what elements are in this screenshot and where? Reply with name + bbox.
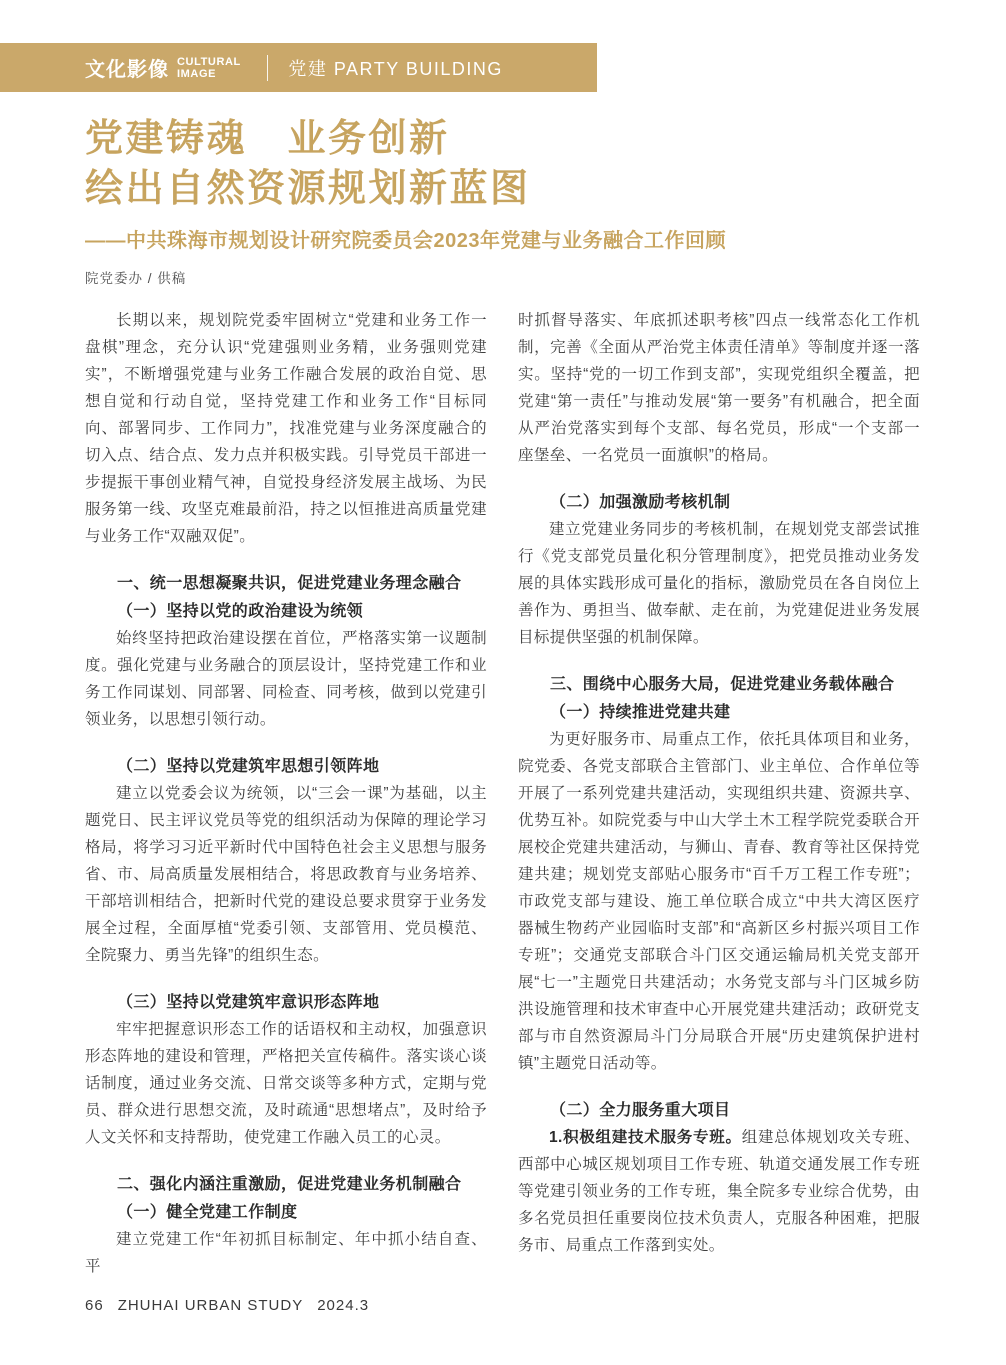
- subsection-heading: （二）坚持以党建筑牢思想引领阵地: [117, 758, 380, 775]
- article-header: [85, 114, 920, 287]
- banner-en-line1: CULTURAL: [177, 55, 241, 68]
- issue-label: 2024.3: [317, 1297, 370, 1314]
- body-paragraph: 建立党建业务同步的考核机制，在规划党支部尝试推行《党支部党员量化积分管理制度》，把党员推动业务发展的具体实践形成可量化的指标，激励党员在各自岗位上善作为、勇担当、做奉献、走在前，为党建促进业务发展目标提供坚强的机制保障。: [518, 521, 920, 646]
- subsection-heading: （一）健全党建工作制度: [117, 1204, 298, 1221]
- paragraph-text: 组建总体规划攻关专班、西部中心城区规划项目工作专班、轨道交通发展工作专班等党建引领业务的工作专班，集全院多专业综合优势，由多名党员担任重要岗位技术负责人，克服各种困难，把服务市、局重点工作落到实处。: [518, 1129, 920, 1254]
- body-paragraph: 建立党建工作“年初抓目标制定、年中抓小结自查、平: [85, 1231, 487, 1275]
- page-footer: [85, 1297, 369, 1314]
- section-heading: 一、统一思想凝聚共识，促进党建业务理念融合: [117, 575, 462, 592]
- body-paragraph-continuation: 时抓督导落实、年底抓述职考核”四点一线常态化工作机制，完善《全面从严治党主体责任清单》等制度并逐一落实。坚持“党的一切工作到支部”，实现党组织全覆盖，把党建“第一责任”与推动发展“第一要务”有机融合，把全面从严治党落实到每个支部、每名党员，形成“一个支部一座堡垒、一名党员一面旗帜”的格局。: [518, 312, 920, 464]
- article-title-line1: 党建铸魂 业务创新: [85, 118, 450, 160]
- paragraph-lead: 1.积极组建技术服务专班。: [549, 1129, 742, 1146]
- banner-section-title-cn: 文化影像: [85, 59, 169, 81]
- article-subtitle: ——中共珠海市规划设计研究院委员会2023年党建与业务融合工作回顾: [85, 230, 726, 252]
- article-title-line2: 绘出自然资源规划新蓝图: [85, 168, 531, 210]
- article-byline: 院党委办 / 供稿: [85, 271, 187, 286]
- body-paragraph: 始终坚持把政治建设摆在首位，严格落实第一议题制度。强化党建与业务融合的顶层设计，坚持党建工作和业务工作同谋划、同部署、同检查、同考核，做到以党建引领业务，以思想引领行动。: [85, 630, 487, 728]
- banner-section-title-en: [177, 56, 241, 80]
- body-paragraph: 为更好服务市、局重点工作，依托具体项目和业务，院党委、各党支部联合主管部门、业主单位、合作单位等开展了一系列党建共建活动，实现组织共建、资源共享、优势互补。如院党委与中山大学土木工程学院党委联合开展校企党建共建活动，与狮山、青春、教育等社区保持党建共建；规划党支部贴心服务市“百千万工程工作专班”；市政党支部与建设、施工单位联合成立“中共大湾区医疗器械生物药产业园临时支部”和“高新区乡村振兴项目工作专班”；交通党支部联合斗门区交通运输局机关党支部开展“七一”主题党日共建活动；水务党支部与斗门区城乡防洪设施管理和技术审查中心开展党建共建活动；政研党支部与市自然资源局斗门分局联合开展“历史建筑保护进村镇”主题党日活动等。: [518, 731, 920, 1072]
- subsection-heading: （二）全力服务重大项目: [550, 1102, 731, 1119]
- subsection-heading: （一）坚持以党的政治建设为统领: [117, 603, 364, 620]
- section-banner: [0, 43, 597, 92]
- body-paragraph: [518, 1124, 920, 1259]
- body-paragraph: 建立以党委会议为统领，以“三会一课”为基础，以主题党日、民主评议党员等党的组织活动为保障的理论学习格局，将学习习近平新时代中国特色社会主义思想与服务省、市、局高质量发展相结合，将思政教育与业务培养、干部培训相结合，把新时代党的建设总要求贯穿于业务发展全过程，全面厚植“党委引领、支部管用、党员模范、全院聚力、勇当先锋”的组织生态。: [85, 785, 487, 964]
- subsection-heading: （三）坚持以党建筑牢意识形态阵地: [117, 994, 380, 1011]
- right-column: [518, 307, 920, 1280]
- journal-name: ZHUHAI URBAN STUDY: [117, 1297, 304, 1314]
- body-paragraph: 长期以来，规划院党委牢固树立“党建和业务工作一盘棋”理念，充分认识“党建强则业务精，业务强则党建实”，不断增强党建与业务工作融合发展的政治自觉、思想自觉和行动自觉，坚持党建工作和业务工作“目标同向、部署同步、工作同力”，找准党建与业务深度融合的切入点、结合点、发力点并积极实践。引导党员干部进一步提振干事创业精气神，自觉投身经济发展主战场、为民服务第一线、攻坚克难最前沿，持之以恒推进高质量党建与业务工作“双融双促”。: [85, 312, 487, 545]
- page-number: 66: [85, 1297, 104, 1314]
- section-heading: 二、强化内涵注重激励，促进党建业务机制融合: [117, 1176, 462, 1193]
- section-heading: 三、围绕中心服务大局，促进党建业务载体融合: [550, 676, 895, 693]
- subsection-heading: （一）持续推进党建共建: [550, 704, 731, 721]
- left-column: [85, 307, 487, 1280]
- body-paragraph: 牢牢把握意识形态工作的话语权和主动权，加强意识形态阵地的建设和管理，严格把关宣传稿件。落实谈心谈话制度，通过业务交流、日常交谈等多种方式，定期与党员、群众进行思想交流，及时疏通“思想堵点”，及时给予人文关怀和支持帮助，使党建工作融入员工的心灵。: [85, 1021, 487, 1146]
- banner-category-label: 党建 PARTY BUILDING: [288, 58, 503, 79]
- banner-en-line2: IMAGE: [177, 67, 217, 80]
- article-body: [85, 307, 920, 1280]
- subsection-heading: （二）加强激励考核机制: [550, 494, 731, 511]
- banner-divider: [267, 55, 269, 81]
